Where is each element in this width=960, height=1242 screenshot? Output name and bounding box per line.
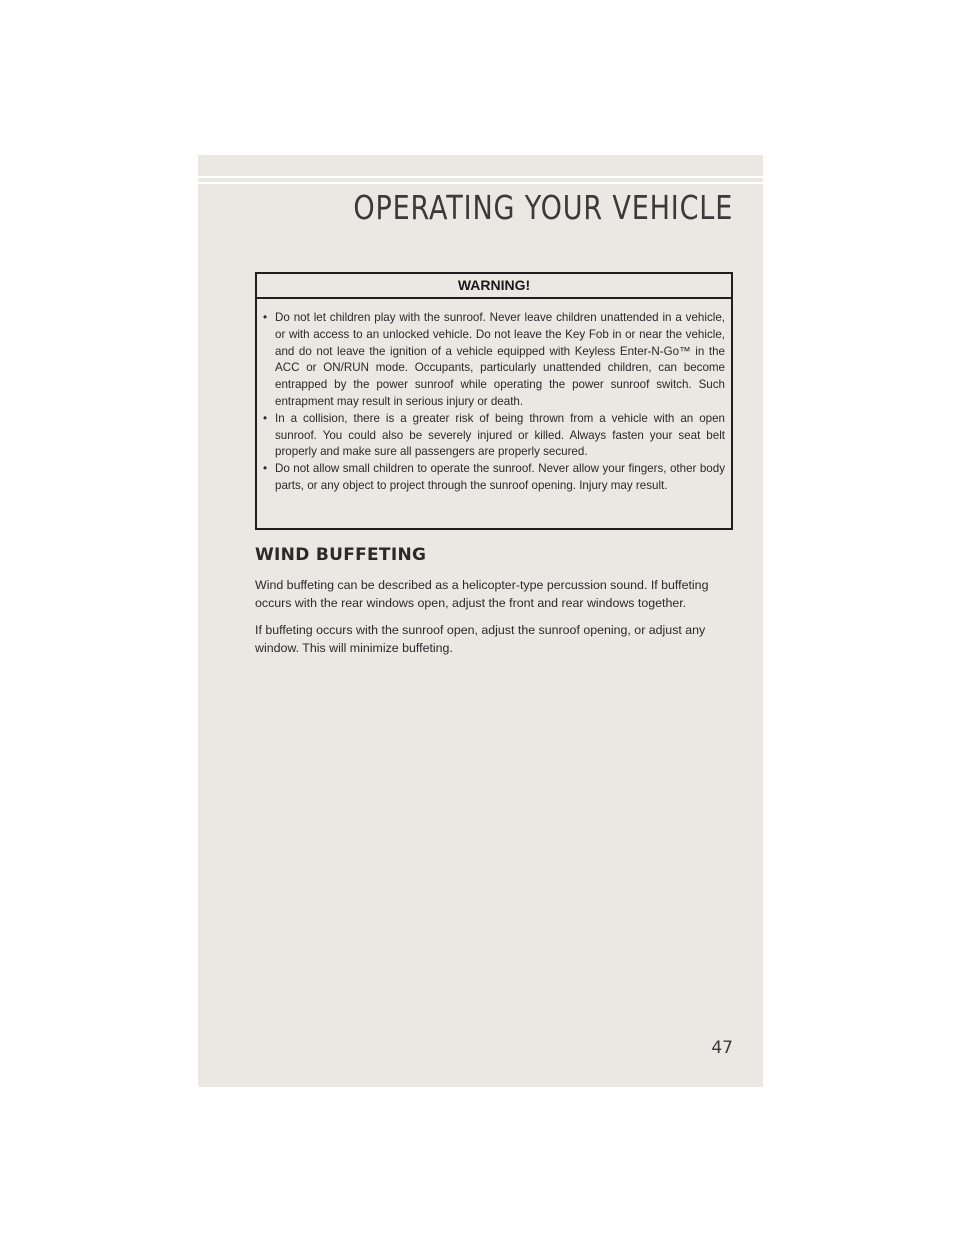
section-heading: WIND BUFFETING xyxy=(255,545,427,565)
warning-box xyxy=(255,272,733,530)
header-rule-top xyxy=(198,176,763,178)
page-number: 47 xyxy=(711,1038,733,1058)
body-paragraph: Wind buffeting can be described as a helicopter-type percussion sound. If buffeting occurs with the rear windows open, adjust the front and rear windows together. xyxy=(255,578,709,610)
warning-list xyxy=(257,299,731,495)
section-title: OPERATING YOUR VEHICLE xyxy=(353,188,733,227)
header-rule-bottom xyxy=(198,182,763,184)
warning-item: • Do not allow small children to operate the sunroof. Never allow your fingers, other body parts, or any object to project through the sunroof opening. Injury may result. xyxy=(263,461,725,495)
warning-item: • In a collision, there is a greater risk of being thrown from a vehicle with an open sunroof. You could also be severely injured or killed. Always fasten your seat belt properly and make sure all passengers are properly secured. xyxy=(263,411,725,461)
warning-title: WARNING! xyxy=(257,274,731,299)
warning-item: • Do not let children play with the sunroof. Never leave children unattended in a vehicle, or with access to an unlocked vehicle. Do not leave the Key Fob in or near the vehicle, and do not leave the ignition of a vehicle equipped with Keyless Enter-N-Go™ in the ACC or ON/RUN mode. Occupants, particularly unattended children, can become entrapped by the power sunroof while operating the power sunroof switch. Such entrapment may result in serious injury or death. xyxy=(263,310,725,411)
body-paragraph: If buffeting occurs with the sunroof open, adjust the sunroof opening, or adjust any window. This will minimize buffeting. xyxy=(255,623,706,655)
manual-page xyxy=(198,155,763,1087)
